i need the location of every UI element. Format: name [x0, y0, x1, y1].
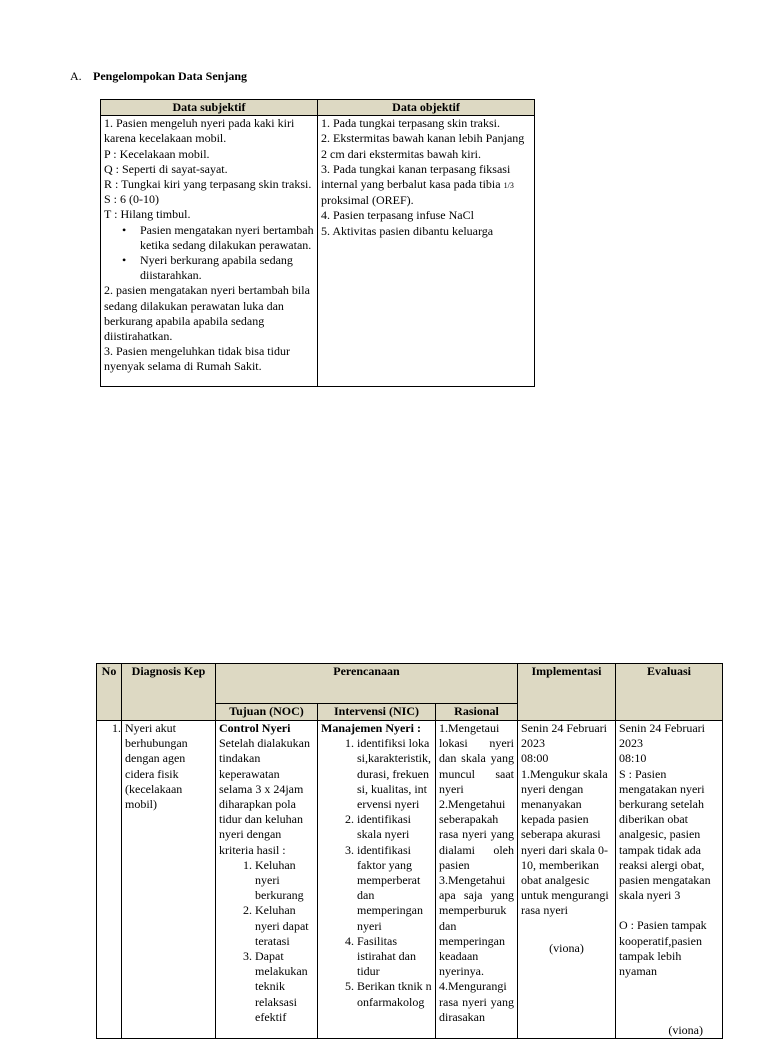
list-item: 3. Dapat melakukan teknik relaksasi efektif: [255, 949, 314, 1025]
implementasi-date: Senin 24 Februari 2023: [521, 721, 607, 751]
header-objective: Data objektif: [318, 100, 535, 116]
rasional-line: 2.Mengetahui seberapakah rasa nyeri yang dialami oleh pasien: [439, 797, 514, 872]
objective-line: 2. Ekstermitas bawah kanan lebih Panjang 2 cm dari ekstermitas bawah kiri.: [321, 131, 525, 161]
bullet-item: • Nyeri berkurang apabila sedang diistarahkan.: [140, 253, 314, 283]
header-tujuan: Tujuan (NOC): [216, 704, 318, 721]
section-letter: A.: [70, 69, 82, 83]
list-item: 1. Keluhan nyeri berkurang: [255, 858, 314, 904]
subjective-line: T : Hilang timbul.: [104, 207, 191, 222]
tujuan-intro: Setelah dialakukan tindakan keperawatan selama 3 x 24jam diharapkan pola tidur dan keluhan nyeri dengan kriteria hasil :: [219, 736, 310, 857]
subjective-line: Q : Seperti di sayat-sayat.: [104, 161, 228, 176]
tujuan-title: Control Nyeri: [219, 721, 291, 735]
list-item: 3. identifikasi faktor yang memperberat dan memperingan nyeri: [357, 843, 432, 934]
rasional-cell: [436, 721, 518, 1039]
objective-line: 1. Pada tungkai terpasang skin traksi.: [321, 116, 500, 131]
objective-line: 4. Pasien terpasang infuse NaCl: [321, 208, 474, 223]
subjective-line: S : 6 (0-10): [104, 192, 159, 207]
objective-line: 5. Aktivitas pasien dibantu keluarga: [321, 223, 494, 238]
evaluasi-o: O : Pasien tampak kooperatif,pasien tampak lebih nyaman: [619, 918, 707, 979]
data-senjang-table: [100, 99, 535, 387]
subjective-line: 3. Pasien mengeluhkan tidak bisa tidur nyenyak selama di Rumah Sakit.: [104, 344, 290, 374]
table-row: [97, 721, 723, 1039]
tujuan-list: [219, 858, 314, 1025]
care-plan-table: [96, 663, 723, 1039]
header-no: No: [97, 664, 122, 721]
evaluasi-time: 08:10: [619, 751, 647, 766]
evaluasi-date: Senin 24 Februari 2023: [619, 721, 705, 751]
objective-line-3: [321, 162, 531, 209]
header-evaluasi: Evaluasi: [616, 664, 723, 721]
objective-line-3-text: 3. Pada tungkai kanan terpasang fiksasi internal yang berbalut kasa pada tibia: [321, 161, 511, 192]
row-number: 1.: [97, 721, 122, 1039]
header-rasional: Rasional: [436, 704, 518, 721]
evaluasi-s: S : Pasien mengatakan nyeri berkurang setelah diberikan obat analgesic, pasien tampak tidak ada reaksi alergi obat, pasien mengatakan skala nyeri 3: [619, 766, 711, 903]
subjective-line: R : Tungkai kiri yang terpasang skin traksi.: [104, 177, 312, 192]
list-item: 5. Berikan tknik nonfarmakolog: [357, 979, 432, 1009]
rasional-line: 3.Mengetahui apa saja yang memperburuk dan memperingan keadaan nyerinya.: [439, 873, 514, 979]
header-intervensi: Intervensi (NIC): [318, 704, 436, 721]
subjective-line: 2. pasien mengatakan nyeri bertambah bila sedang dilakukan perawatan luka dan berkurang apabila apabila sedang diistirahatkan.: [104, 283, 310, 344]
list-item: 2. identifikasi skala nyeri: [357, 812, 432, 842]
intervensi-title: Manajemen Nyeri :: [321, 721, 421, 735]
objective-line-3-rest: proksimal (OREF).: [321, 193, 414, 208]
evaluasi-cell: [616, 721, 723, 1039]
section-heading: [70, 69, 247, 84]
header-perencanaan: Perencanaan: [216, 664, 518, 704]
fraction: 1/3: [503, 181, 514, 191]
implementasi-signature: (viona): [549, 940, 584, 955]
intervensi-cell: [318, 721, 436, 1039]
subjective-cell: [101, 116, 318, 387]
header-implementasi: Implementasi: [518, 664, 616, 721]
section-title: Pengelompokan Data Senjang: [93, 69, 248, 83]
subjective-line: 1. Pasien mengeluh nyeri pada kaki kiri karena kecelakaan mobil.: [104, 116, 295, 146]
rasional-line: 1.Mengetaui lokasi nyeri dan skala yang muncul saat nyeri: [439, 721, 514, 796]
header-subjective: Data subjektif: [101, 100, 318, 116]
evaluasi-signature: (viona): [668, 1023, 703, 1038]
diagnosis-cell: Nyeri akut berhubungan dengan agen cidera fisik (kecelakaan mobil): [122, 721, 216, 1039]
list-item: 1. identifiksi lokasi,karakteristik, durasi, frekuensi, kualitas, intervensi nyeri: [357, 736, 432, 812]
intervensi-list: [321, 736, 432, 1010]
header-diagnosis: Diagnosis Kep: [122, 664, 216, 721]
list-item: 2. Keluhan nyeri dapat teratasi: [255, 903, 314, 949]
rasional-line: 4.Mengurangi rasa nyeri yang dirasakan: [439, 979, 514, 1024]
implementasi-cell: [518, 721, 616, 1039]
bullet-item: • Pasien mengatakan nyeri bertambah ketika sedang dilakukan perawatan.: [140, 223, 314, 253]
subjective-line: P : Kecelakaan mobil.: [104, 146, 210, 161]
objective-cell: [318, 116, 535, 387]
bullet-list: [104, 223, 314, 284]
implementasi-time: 08:00: [521, 751, 549, 766]
list-item: 4. Fasilitas istirahat dan tidur: [357, 934, 432, 980]
tujuan-cell: [216, 721, 318, 1039]
implementasi-text: 1.Mengukur skala nyeri dengan menanyakan kepada pasien seberapa akurasi nyeri dari skala 0-10, memberikan obat analgesic untuk mengurangi rasa nyeri: [521, 766, 609, 918]
